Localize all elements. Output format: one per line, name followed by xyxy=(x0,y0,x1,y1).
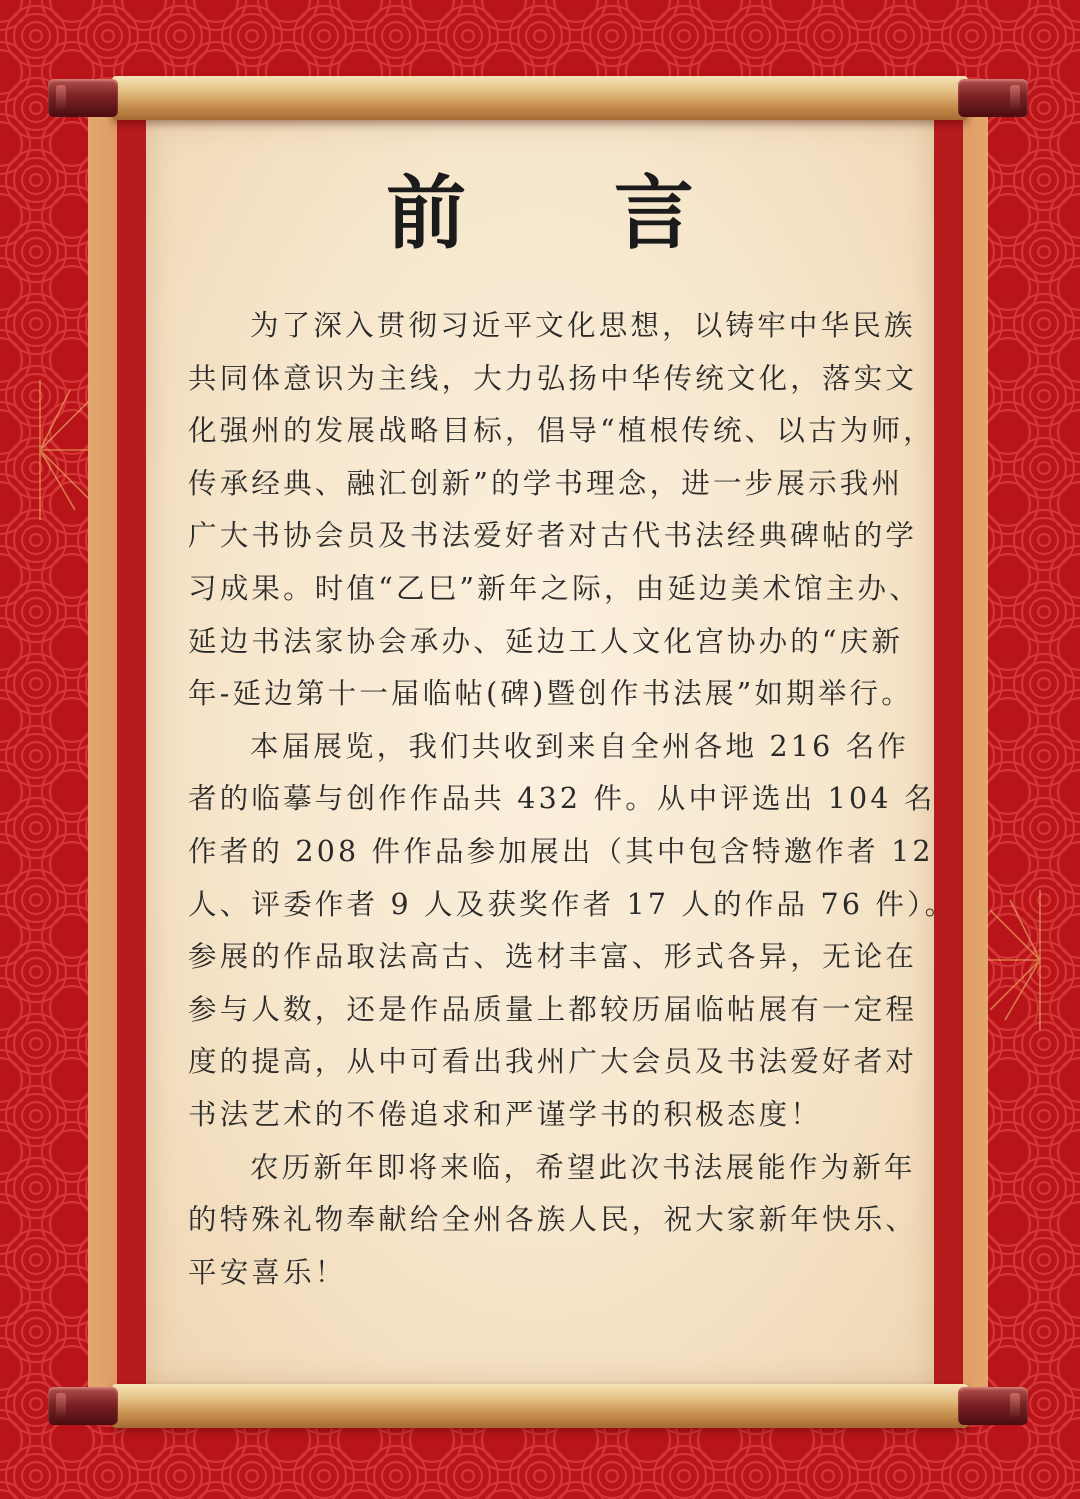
text-line: 广大书协会员及书法爱好者对古代书法经典碑帖的学 xyxy=(188,519,918,553)
page-title: 前 言 xyxy=(386,166,754,260)
scroll-rod-bottom xyxy=(112,1384,968,1428)
text-line: 书法艺术的不倦追求和严谨学书的积极态度！ xyxy=(188,1097,823,1131)
text-line: 作者的 208 件作品参加展出（其中包含特邀作者 12 xyxy=(188,834,934,868)
paragraph-3 xyxy=(188,1142,918,1300)
scroll-rod-cap-bottom-left xyxy=(48,1387,118,1425)
text-line: 为了深入贯彻习近平文化思想，以铸牢中华民族 xyxy=(250,309,916,342)
scroll-rod-cap-top-right xyxy=(958,79,1028,117)
preface-body xyxy=(188,300,957,1299)
text-line: 者的临摹与创作作品共 432 件。从中评选出 104 名 xyxy=(188,782,936,816)
text-line: 农历新年即将来临，希望此次书法展能作为新年 xyxy=(250,1150,916,1184)
text-line: 平安喜乐！ xyxy=(188,1255,347,1289)
text-line: 习成果。时值“乙巳”新年之际，由延边美术馆主办、 xyxy=(188,571,921,605)
scroll-rod-cap-bottom-right xyxy=(958,1387,1028,1425)
text-line: 年-延边第十一届临帖(碑)暨创作书法展”如期举行。 xyxy=(188,677,913,711)
text-line: 延边书法家协会承办、延边工人文化宫协办的“庆新 xyxy=(188,624,904,658)
text-line: 本届展览，我们共收到来自全州各地 216 名作 xyxy=(250,729,910,763)
scroll-rod-top xyxy=(112,76,968,120)
text-line: 度的提高，从中可看出我州广大会员及书法爱好者对 xyxy=(188,1045,918,1079)
text-line: 参与人数，还是作品质量上都较历届临帖展有一定程 xyxy=(188,992,918,1026)
text-line: 人、评委作者 9 人及获奖作者 17 人的作品 76 件）。 xyxy=(188,887,957,921)
text-line: 参展的作品取法高古、选材丰富、形式各异，无论在 xyxy=(188,940,918,974)
text-line: 传承经典、融汇创新”的学书理念，进一步展示我州 xyxy=(188,466,904,500)
text-line: 共同体意识为主线，大力弘扬中华传统文化，落实文 xyxy=(188,361,918,395)
paragraph-2 xyxy=(188,721,957,1142)
paragraph-1 xyxy=(188,300,935,721)
text-line: 化强州的发展战略目标，倡导“植根传统、以古为师， xyxy=(188,414,935,448)
scroll-rod-cap-top-left xyxy=(48,79,118,117)
text-line: 的特殊礼物奉献给全州各族人民，祝大家新年快乐、 xyxy=(188,1203,918,1237)
